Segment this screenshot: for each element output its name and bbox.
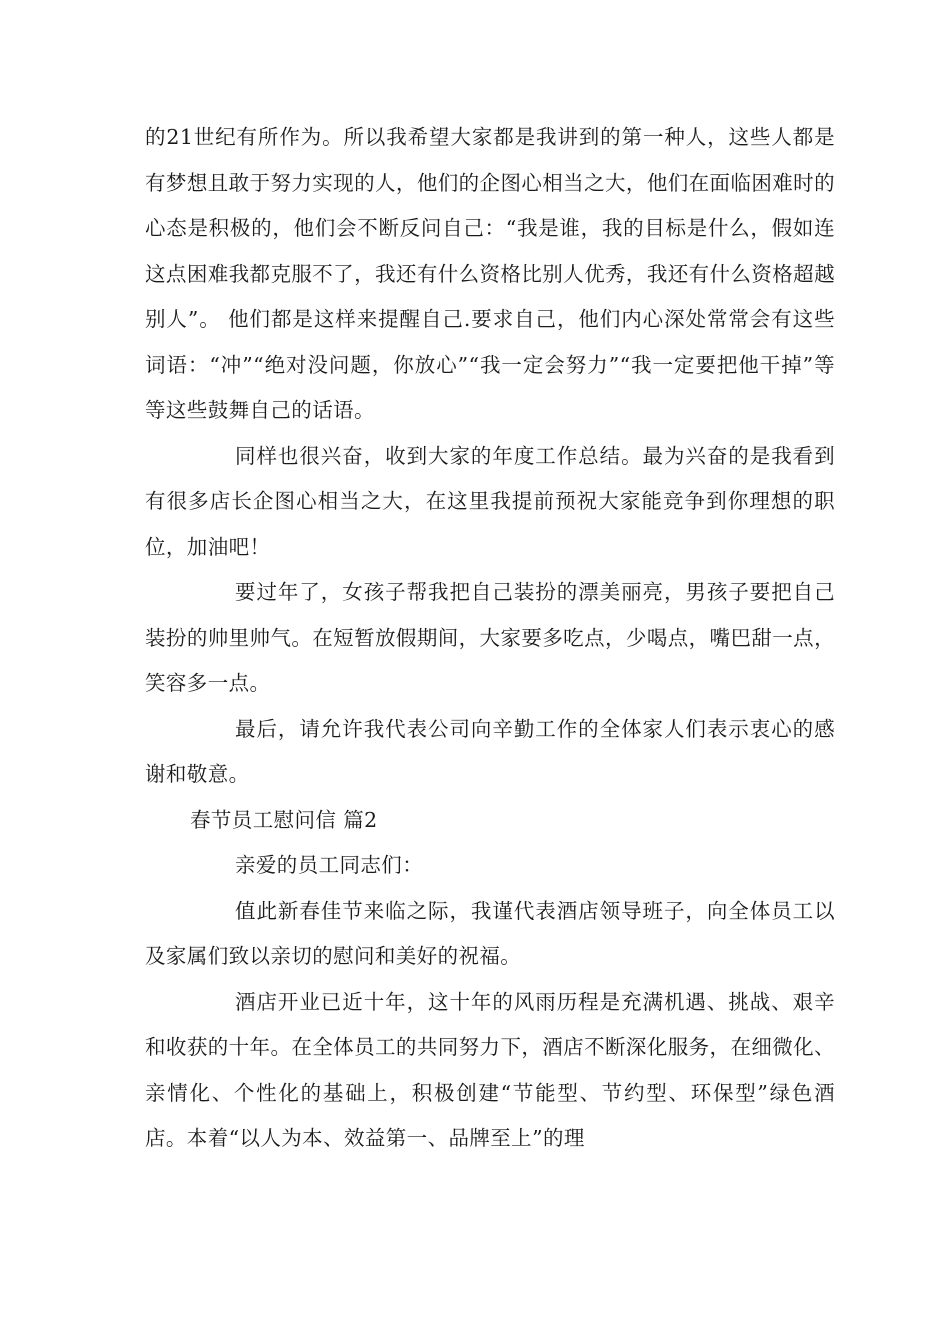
body-paragraph-greeting: 值此新春佳节来临之际，我谨代表酒店领导班子，向全体员工以及家属们致以亲切的慰问和美好的祝福。: [145, 898, 835, 968]
body-paragraph-continuation: 的21世纪有所作为。所以我希望大家都是我讲到的第一种人，这些人都是有梦想且敢于努力实现的人，他们的企图心相当之大，他们在面临困难时的心态是积极的，他们会不断反问自己：“我是谁，我的目标是什么，假如连这点困难我都克服不了，我还有什么资格比别人优秀，我还有什么资格超越别人”。 他们都是这样来提醒自己.要求自己，他们内心深处常常会有这些词语：“冲”“绝对没问题，你放心”“我一定会努力”“我一定要把他干掉”等等这些鼓舞自己的话语。: [145, 125, 835, 422]
salutation: 亲爱的员工同志们：: [235, 853, 424, 877]
body-paragraph-hotel-history: 酒店开业已近十年，这十年的风雨历程是充满机遇、挑战、艰辛和收获的十年。在全体员工的共同努力下，酒店不断深化服务，在细微化、亲情化、个性化的基础上，积极创建“节能型、节约型、环保型”绿色酒店。本着“以人为本、效益第一、品牌至上”的理: [145, 989, 835, 1150]
body-paragraph-thanks: 最后，请允许我代表公司向辛勤工作的全体家人们表示衷心的感谢和敬意。: [145, 716, 835, 786]
section-heading: 春节员工慰问信 篇2: [190, 807, 378, 832]
body-paragraph-annual-summary: 同样也很兴奋，收到大家的年度工作总结。最为兴奋的是我看到有很多店长企图心相当之大，在这里我提前预祝大家能竞争到你理想的职位，加油吧！: [145, 443, 835, 559]
document-body: [145, 115, 835, 1162]
body-paragraph-new-year-wishes: 要过年了，女孩子帮我把自己装扮的漂美丽亮，男孩子要把自己装扮的帅里帅气。在短暂放假期间，大家要多吃点，少喝点，嘴巴甜一点，笑容多一点。: [145, 580, 835, 695]
